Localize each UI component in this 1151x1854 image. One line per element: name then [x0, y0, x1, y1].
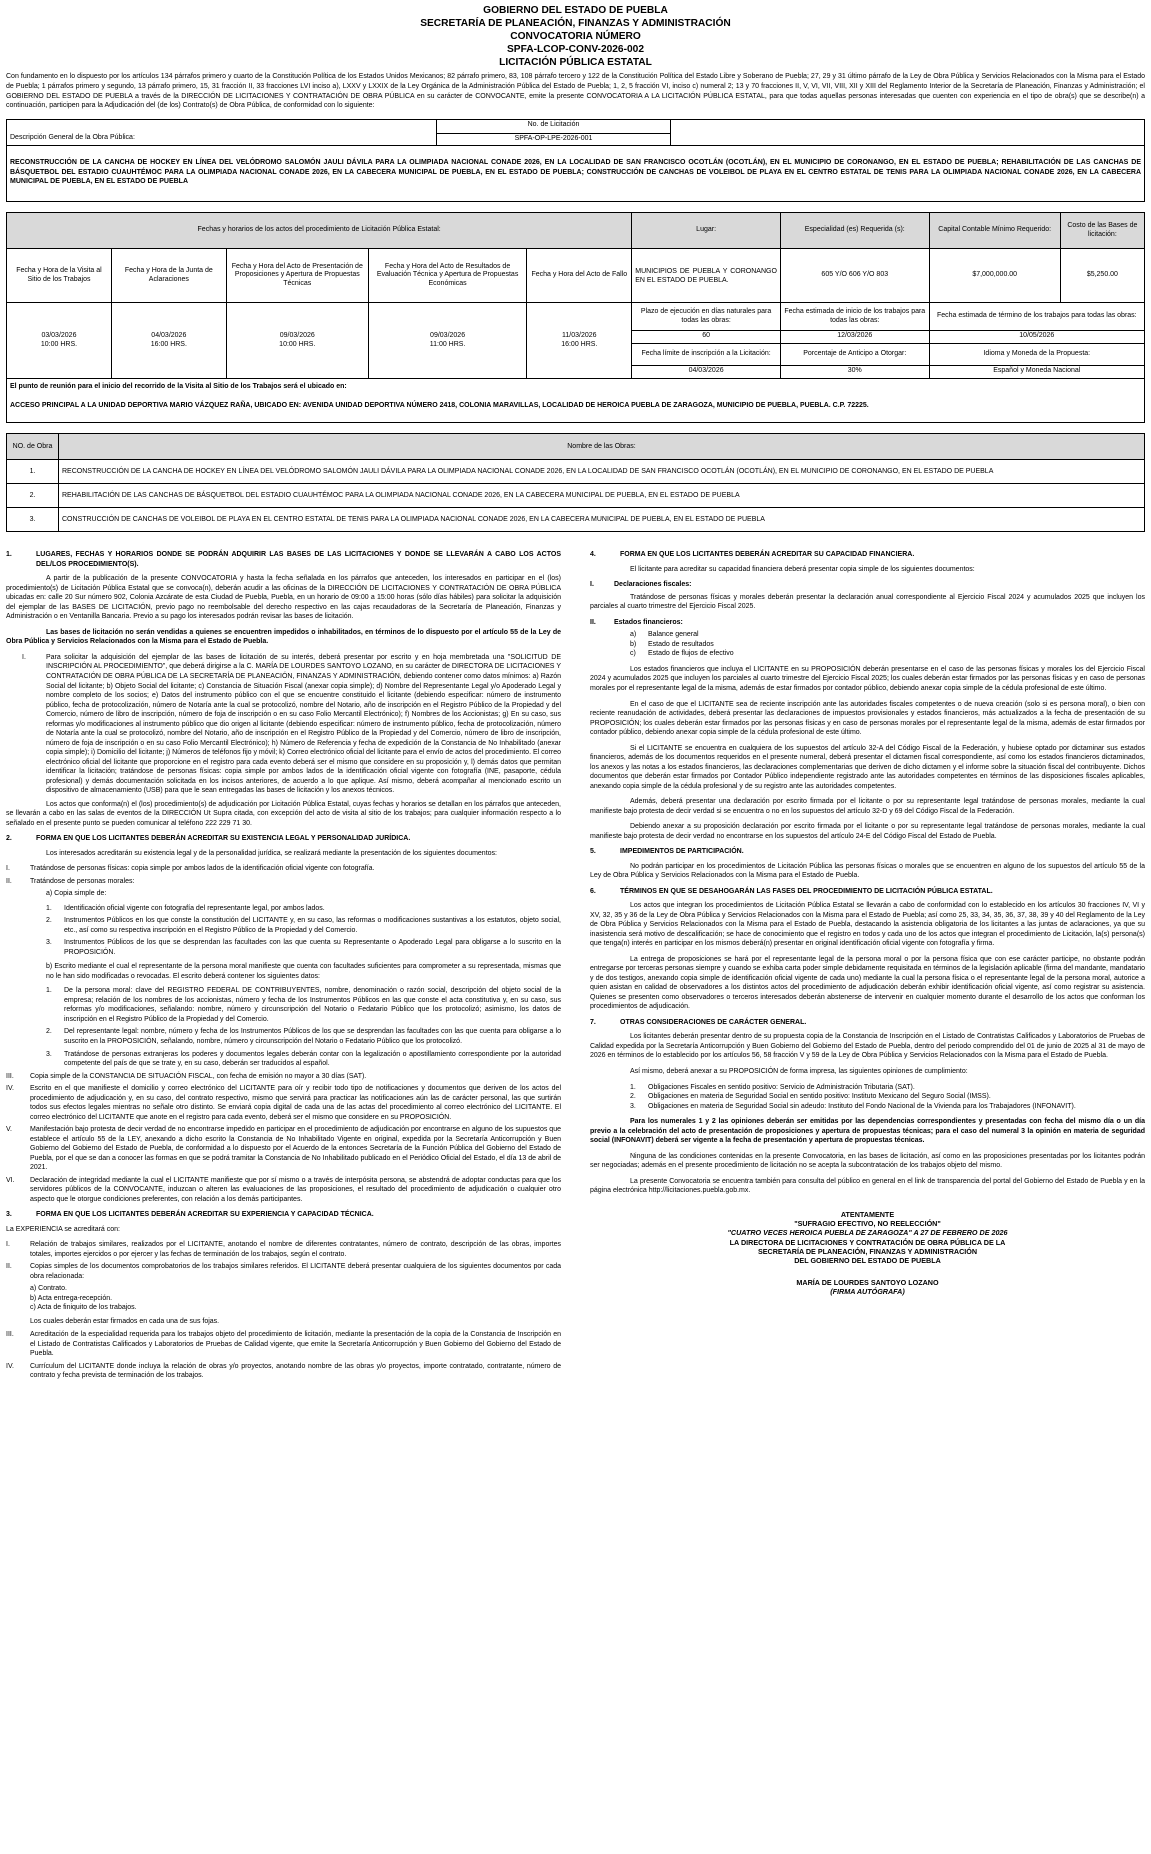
no-obra-header: NO. de Obra	[7, 434, 59, 460]
col-resultados-header: Fecha y Hora del Acto de Resultados de Evaluación Técnica y Apertura de Propuestas Económicas	[368, 249, 527, 303]
list-item: 3. Instrumentos Públicos de los que se desprendan las facultades con las que cuenta su Representante o Apoderado Legal para obligarse a lo suscrito en la PROPOSICIÓN.	[46, 939, 561, 956]
lugar-header: Lugar:	[632, 213, 781, 249]
resultados-fecha	[368, 303, 527, 379]
sub-item: a) Copia simple de:	[46, 890, 107, 898]
signature-line: "CUATRO VECES HEROICA PUEBLA DE ZARAGOZA" A 27 DE FEBRERO DE 2026	[727, 1228, 1008, 1238]
header-line-1: GOBIERNO DEL ESTADO DE PUEBLA	[483, 5, 668, 16]
section-1-title: 1. LUGARES, FECHAS Y HORARIOS DONDE SE PODRÁN ADQUIRIR LAS BASES DE LAS LICITACIONES Y DONDE SE LLEVARÁN A CABO LOS ACTOS DEL/LOS PROCEDIMIENTO(S).	[6, 551, 561, 568]
paragraph: La EXPERIENCIA se acreditará con:	[6, 1225, 120, 1233]
inicio-value: 12/03/2026	[780, 331, 929, 344]
inicio-header: Fecha estimada de inicio de los trabajos para todas las obras:	[780, 303, 929, 331]
section-5-title: 5. IMPEDIMENTOS DE PARTICIPACIÓN.	[590, 848, 744, 856]
limite-header: Fecha límite de inscripción a la Licitación:	[632, 344, 781, 366]
paragraph: Para los numerales 1 y 2 las opiniones deberán ser emitidas por las dependencias correspondientes y presentadas con fecha del mismo día o un día previo a la celebración del acto de presentación de proposiciones y apertura de propuestas técnicas; para el caso del numeral 3 la opinión en materia de seguridad social (INFONAVIT) deberá ser vigente a la fecha de presentación y apertura de propuestas técnicas.	[590, 1118, 1145, 1145]
list-item: 1. De la persona moral: clave del REGISTRO FEDERAL DE CONTRIBUYENTES, nombre, denominación o razón social, descripción del objeto social de la empresa; relación de los nombres de los accionistas, número y fecha de los Instrumentos Públicos en las que conste el acta constitutiva y, en su caso, sus reformas y/o modificaciones, señalando: nombre, número y circunscripción del Notario o Fedatario Público que los protocolizó; asimismo, los datos de inscripción en el Registro Público de la Propiedad y del Comercio.	[46, 987, 561, 1023]
visita-time: 10:00 HRS.	[40, 340, 78, 348]
reunion-cell	[7, 379, 1145, 423]
document-header	[6, 4, 1145, 69]
list-item: IV. Escrito en el que manifieste el domicilio y correo electrónico del LICITANTE para oír y recibir todo tipo de notificaciones y documentos que deriven de los actos del procedimiento de adjudicación y, en su caso, del contrato respectivo, mismo que servirá para practicar las notificaciones aún las de carácter personal, las que surtirán todos sus efectos legales mientras no señale otro distinto. Se enviará copia digital de cada una de las actas del procedimiento al correo electrónico del LICITANTE. El correo electrónico del LICITANTE que anote en el registro para cada evento, deberá ser el mismo que considere en su PROPOSICIÓN.	[6, 1085, 561, 1121]
list-item: I. Declaraciones fiscales:	[590, 581, 692, 589]
list-item: 3. Tratándose de personas extranjeras los poderes y documentos legales deberán contar con la legalización o apostillamiento correspondiente por la autoridad competente del país de que se trate y, en su caso, deberán ser traducidos al español.	[46, 1050, 561, 1068]
list-item: II. Tratándose de personas morales:	[6, 877, 135, 885]
section-3-title: 3. FORMA EN QUE LOS LICITANTES DEBERÁN ACREDITAR SU EXPERIENCIA Y CAPACIDAD TÉCNICA.	[6, 1211, 374, 1219]
signature-line: DEL GOBIERNO DEL ESTADO DE PUEBLA	[794, 1256, 941, 1266]
anticipo-header: Porcentaje de Anticipo a Otorgar:	[780, 344, 929, 366]
fechas-header: Fechas y horarios de los actos del procedimiento de Licitación Pública Estatal:	[7, 213, 632, 249]
termino-header: Fecha estimada de término de los trabajos para todas las obras:	[929, 303, 1144, 331]
no-licitacion-value: SPFA-OP-LPE-2026-001	[437, 133, 671, 145]
fallo-date: 11/03/2026	[562, 332, 597, 340]
list-item: 1. Obligaciones Fiscales en sentido positivo: Servicio de Administración Tributaria (SAT).	[630, 1083, 915, 1091]
reunion-label: El punto de reunión para el inicio del recorrido de la Visita al Sitio de los Trabajos será el ubicado en:	[10, 383, 347, 391]
list-item: VI. Declaración de integridad mediante la cual el LICITANTE manifieste que por sí mismo o a través de interpósita persona, se abstendrá de adoptar conductas para que los servidores públicos de la CONVOCANTE, induzcan o alteren las evaluaciones de las proposiciones, el resultado del procedimiento de adjudicación o cualquier otro aspecto que le otorgue condiciones preferentes, con relación a los demás participantes.	[6, 1176, 561, 1203]
section-2-title: 2. FORMA EN QUE LOS LICITANTES DEBERÁN ACREDITAR SU EXISTENCIA LEGAL Y PERSONALIDAD JURÍDICA.	[6, 835, 411, 843]
obra-number: 2.	[7, 484, 59, 508]
resultados-time: 11:00 HRS.	[429, 340, 466, 348]
especialidad-value: 605 Y/O 606 Y/O 803	[780, 249, 929, 303]
section-7-title: 7. OTRAS CONSIDERACIONES DE CARÁCTER GENERAL.	[590, 1018, 807, 1026]
obras-table	[6, 433, 1145, 532]
paragraph: A partir de la publicación de la presente CONVOCATORIA y hasta la fecha señalada en los párrafos que anteceden, los interesados en participar en el (los) procedimiento(s) de Licitación Pública Estatal que se convoca(n), deberán acudir a las oficinas de la DIRECCIÓN DE LICITACIONES Y CONTRATACIÓN DE OBRA PÚBLICA ubicadas en: calle 20 Sur número 902, Colonia Azcárate de esta Ciudad de Puebla, Puebla, en un horario de 09:00 a 15:00 horas (sólo días hábiles) para solicitar la adquisición del ejemplar de las BASES DE LICITACIÓN, previo pago no reembolsable del derecho respectivo en las cajas recaudadoras de la Secretaría de Planeación, Finanzas y Administración o en Ventanilla Bancaria. Previo a su pago los interesados podrán revisar las bases de licitación.	[6, 575, 561, 621]
opinions-list	[590, 1083, 1145, 1112]
list-item: V. Manifestación bajo protesta de decir verdad de no encontrarse impedido en participar en el procedimiento de adjudicación por encontrarse en alguno de los supuestos que establece el artículo 55 de la LEY, anexando a dicho escrito la Constancia de No Inhabilitado Vigente en original, expedida por la Secretaría Anticorrupción y Buen Gobierno del Gobierno del Estado de Puebla, de conformidad a lo dispuesto por el Acuerdo de la entonces Secretaría de la Función Pública del Gobierno del Estado de Puebla, por el que se dan a conocer las formas en que se podrá tramitar la Constancia de No Inhabilitado publicado en el Periódico Oficial del Estado, el día 13 de abril de 2021.	[6, 1126, 561, 1172]
paragraph: Los licitantes deberán presentar dentro de su propuesta copia de la Constancia de Inscripción en el Listado de Contratistas Calificados y Laboratorios de Pruebas de Calidad expedida por la Secretaría Anticorrupción y Buen Gobierno del Gobierno del Estado de Puebla, dentro del periodo comprendido del 01 de junio de 2025 al 31 de mayo de 2026 en términos de lo establecido por los artículos 56, 58 fracción V y 59 de la Ley de Obra Pública y Servicios Relacionados con la Misma para el Estado de Puebla.	[590, 1033, 1145, 1060]
sub-item: a) Contrato.	[30, 1285, 67, 1293]
fechas-table	[6, 212, 1145, 423]
paragraph: Si el LICITANTE se encuentra en cualquiera de los supuestos del artículo 32-A del Código Fiscal de la Federación, y hubiese optado por dictaminar sus estados financieros, además de los documentos requeridos en el presente numeral, deberá presentar el dictamen fiscal correspondiente, así como los estados financieros dictaminados, los anexos y las notas a los estados financieros, las declaraciones complementarias que deriven de dicho dictamen y el informe sobre la situación fiscal del contribuyente. Dichos documentos que deberán estar firmados por Contador Público independiente registrado ante las autoridades competentes en términos de las disposiciones fiscales aplicables, anexando copia simple de la cédula profesional y de su registro ante las autoridades competentes.	[590, 744, 1145, 790]
list-item: 1. Identificación oficial vigente con fotografía del representante legal, por ambos lados.	[46, 904, 325, 912]
junta-date: 04/03/2026	[151, 332, 187, 340]
licitacion-table	[6, 119, 1145, 202]
junta-fecha	[111, 303, 226, 379]
header-line-5: LICITACIÓN PÚBLICA ESTATAL	[499, 57, 652, 69]
list-item: II. Estados financieros:	[590, 618, 683, 626]
sub-list	[30, 1284, 561, 1326]
signature-line: SECRETARÍA DE PLANEACIÓN, FINANZAS Y ADMINISTRACIÓN	[757, 1247, 978, 1257]
obra-number: 1.	[7, 460, 59, 484]
paragraph: Debiendo anexar a su proposición declaración por escrito firmada por el licitante o por su representante legal tratándose de personas morales, mediante la cual manifieste bajo protesta de decir verdad no encontrarse en los supuestos del artículo 24-E del Código Fiscal del Estado de Puebla.	[590, 823, 1145, 840]
obra-name: REHABILITACIÓN DE LAS CANCHAS DE BÁSQUETBOL DEL ESTADIO CUAUHTÉMOC PARA LA OLIMPIADA NACIONAL CONADE 2026, EN LA CABECERA MUNICIPAL DE PUEBLA, EN EL ESTADO DE PUEBLA	[59, 484, 1145, 508]
visita-date: 03/03/2026	[41, 332, 77, 340]
limite-value: 04/03/2026	[632, 366, 781, 379]
list-item: c) Estado de flujos de efectivo	[630, 650, 734, 658]
list-item: IV. Currículum del LICITANTE donde incluya la relación de obras y/o proyectos, anotando nombre de las obras y/o proyectos, importe contratado, contratante, número de contrato y fecha prevista de terminación de los trabajos.	[6, 1362, 561, 1380]
section-6-title: 6. TÉRMINOS EN QUE SE DESAHOGARÁN LAS FASES DEL PROCEDIMIENTO DE LICITACIÓN PÚBLICA ESTATAL.	[590, 887, 993, 895]
list-item: 2. Obligaciones en materia de Seguridad Social en sentido positivo: Instituto Mexicano del Seguro Social (IMSS).	[630, 1093, 991, 1101]
presentacion-date: 09/03/2026	[279, 332, 315, 340]
reunion-value: ACCESO PRINCIPAL A LA UNIDAD DEPORTIVA MARIO VÁZQUEZ RAÑA, UBICADO EN: AVENIDA UNIDAD DEPORTIVA NÚMERO 2418, COLONIA MARAVILLAS, LOCALIDAD DE HEROICA PUEBLA DE ZARAGOZA, MUNICIPIO DE PUEBLA, PUEBLA. C.P. 72225.	[10, 401, 869, 409]
signature-name: MARÍA DE LOURDES SANTOYO LOZANO	[796, 1277, 939, 1287]
visita-fecha	[7, 303, 112, 379]
sub-item: c) Acta de finiquito de los trabajos.	[30, 1304, 137, 1312]
obra-name: CONSTRUCCIÓN DE CANCHAS DE VOLEIBOL DE PLAYA EN EL CENTRO ESTATAL DE TENIS PARA LA OLIMPIADA NACIONAL CONADE 2026, EN LA CABECERA MUNICIPAL DE PUEBLA, EN EL ESTADO DE PUEBLA	[59, 508, 1145, 532]
paragraph: Los actos que conforma(n) el (los) procedimiento(s) de adjudicación por Licitación Pública Estatal, cuyas fechas y horarios se detallan en los párrafos que anteceden, se llevarán a cabo en las salas de eventos de la DIRECCIÓN Ut Supra citada, con excepción del acto de visita al sitio de los trabajos; para cualquier información respecto a lo señalado en el presente punto se pueden comunicar al teléfono 222 229 71 30.	[6, 800, 561, 827]
right-column	[590, 544, 1145, 1384]
termino-value: 10/05/2026	[929, 331, 1144, 344]
sub-item: b) Escrito mediante el cual el representante de la persona moral manifieste que cuenta con facultades suficientes para comprometer a su representada, mismas que no le han sido modificadas o revocadas. El escrito deberá contener los siguientes datos:	[46, 963, 561, 980]
paragraph: La presente Convocatoria se encuentra también para consulta del público en general en el link de transparencia del portal del Gobierno del Estado de Puebla y en la página electrónica http://licitaciones.puebla.gob.mx.	[590, 1177, 1145, 1195]
header-line-3: CONVOCATORIA NÚMERO	[510, 31, 641, 43]
presentacion-fecha	[226, 303, 368, 379]
left-column	[6, 544, 561, 1384]
sub-item: Los cuales deberán estar firmados en cada una de sus fojas.	[30, 1317, 220, 1325]
capital-value: $7,000,000.00	[929, 249, 1060, 303]
paragraph: La entrega de proposiciones se hará por el representante legal de la persona moral o por la persona física que con ese carácter participe, no obstante podrán entregarse por terceras personas siempre y cuando se exhiba carta poder simple debidamente requisitada en términos de la legislación aplicable (firma del mandante, mandatario y de dos testigos, anexando copia simple de identificación oficial vigente de cada uno) mediante la cual la persona física o el representante legal de la persona moral, autorice a quien asistan en calidad de observadores a los distintos actos del procedimiento de adjudicación deberán exhibir identificación oficial vigente, así como registrar su asistencia. Quienes se presenten como observadores o terceros interesados deberán abstenerse de intervenir en cualquier momento durante el desarrollo de los actos que conforman los procedimientos de adjudicación.	[590, 955, 1145, 1011]
paragraph: Ninguna de las condiciones contenidas en la presente Convocatoria, en las bases de licitación, así como en las proposiciones presentadas por los licitantes podrán ser negociadas; además en el presente procedimiento de licitación no se acepta la subcontratación de los trabajos objeto del mismo.	[590, 1152, 1145, 1170]
paragraph: El licitante para acreditar su capacidad financiera deberá presentar copia simple de los siguientes documentos:	[630, 565, 975, 573]
capital-header: Capital Contable Mínimo Requerido:	[929, 213, 1060, 249]
list-item: 2. Del representante legal: nombre, número y fecha de los Instrumentos Públicos de los que se desprendan las facultades con las que cuenta para obligarse a lo suscrito en la PROPOSICIÓN, señalando, nombre, número y circunscripción del Notario o Fedatario Público que los protocolizó.	[46, 1028, 561, 1045]
costo-value: $5,250.00	[1060, 249, 1144, 303]
signature-note: (FIRMA AUTÓGRAFA)	[830, 1287, 905, 1297]
sub-item: b) Acta entrega-recepción.	[30, 1294, 113, 1302]
obra-number: 3.	[7, 508, 59, 532]
junta-time: 16:00 HRS.	[150, 340, 187, 348]
col-junta-header: Fecha y Hora de la Junta de Aclaraciones	[111, 249, 226, 303]
list-item: III. Acreditación de la especialidad requerida para los trabajos objeto del procedimiento de licitación, mediante la presentación de la copia de la Constancia de Inscripción en el Listado de Contratistas Calificados y Laboratorios de Pruebas de Calidad vigente, que emite la Secretaría Anticorrupción y Buen Gobierno del Gobierno del Estado de Puebla.	[6, 1331, 561, 1358]
no-licitacion-label: No. de Licitación	[437, 119, 671, 133]
intro-paragraph: Con fundamento en lo dispuesto por los artículos 134 párrafos primero y cuarto de la Constitución Política de los Estados Unidos Mexicanos; 82 párrafo primero, 83, 108 párrafo tercero y 122 de la Constitución Política del Estado Libre y Soberano de Puebla; 27, 29 y 31 último párrafo de la Ley de Obra Pública y Servicios Relacionados con la Misma para el Estado de Puebla; 1 párrafos primero y segundo, 13 párrafo primero, 15, 31 fracción II, 33 fracciones LVI inciso a), LXXV y LXXIX de la Ley Orgánica de la Administración Pública del Estado de Puebla; 1, 2, 5 fracción VI, inciso c) numeral 2; 13 y 70 fracciones II, V, VI, VII, VIII, XII y XIII del Reglamento Interior de la Secretaría de Planeación, Finanzas y Administración; el GOBIERNO DEL ESTADO DE PUEBLA a través de la DIRECCIÓN DE LICITACIONES Y CONTRATACIÓN DE OBRA PÚBLICA en su carácter de CONVOCANTE, emite la presente CONVOCATORIA A LA LICITACIÓN PÚBLICA ESTATAL, para que todas aquellas personas interesadas que cuenten con experiencia en el tipo de obra(s) que se describe(n) a continuación, participen para la Adjudicación del (de los) Contrato(s) de Obra Pública, de conformidad con lo siguiente:	[6, 73, 1145, 110]
paragraph: Los actos que integran los procedimientos de Licitación Pública Estatal se llevarán a cabo de conformidad con lo establecido en los artículos 30 fracciones IV, VI y XV, 32, 35 y 36 de la Ley de Obra Pública y Servicios Relacionados con la Misma para el Estado de Puebla; así como 25, 33, 34, 35, 36, 37, 38, 39 y 40 del Reglamento de la Ley de Obra Pública y Servicios Relacionados con la Misma para el Estado de Puebla, destacando la asistencia obligatoria de los licitantes a las juntas de aclaraciones, ya que su inasistencia será motivo de descalificación; se hace de conocimiento que el registro en todos y cada uno de los actos que integran el procedimiento de Licitación, la(s) persona(s) que tenga(n) interés en participar en los mismos deberá(n) presentar en original identificación oficial vigente con fotografía y firma.	[590, 902, 1145, 948]
body-columns	[6, 544, 1145, 1384]
col-presentacion-header: Fecha y Hora del Acto de Presentación de Proposiciones y Apertura de Propuestas Técnicas	[226, 249, 368, 303]
especialidad-header: Especialidad (es) Requerida (s):	[780, 213, 929, 249]
presentacion-time: 10:00 HRS.	[279, 340, 316, 348]
resultados-date: 09/03/2026	[430, 332, 466, 340]
list-item: 2. Instrumentos Públicos en los que conste la constitución del LICITANTE y, en su caso, las reformas o modificaciones sustantivas a los estatutos, objeto social, etc., así como su respectiva inscripción en el Registro Público de la Propiedad y del Comercio.	[46, 917, 561, 934]
anticipo-value: 30%	[780, 366, 929, 379]
paragraph: Tratándose de personas físicas y morales deberán presentar la declaración anual correspondiente al Ejercicio Fiscal 2024 y acumulados 2025 que incluyen los parciales al cuarto trimestre del Ejercicio Fiscal 2025.	[590, 593, 1145, 611]
plazo-header: Plazo de ejecución en días naturales para todas las obras:	[632, 303, 781, 331]
plazo-value: 60	[632, 331, 781, 344]
list-item: III. Copia simple de la CONSTANCIA DE SITUACIÓN FISCAL, con fecha de emisión no mayor a 30 días (SAT).	[6, 1072, 367, 1080]
signature-block	[590, 1210, 1145, 1297]
list-item: a) Balance general	[630, 631, 699, 639]
list-item: II. Copias simples de los documentos comprobatorios de los trabajos similares referidos. El LICITANTE deberá presentar cualquiera de los siguientes documentos por cada obra relacionada:	[6, 1263, 561, 1280]
header-line-4: SPFA-LCOP-CONV-2026-002	[506, 44, 644, 56]
paragraph: Los estados financieros que incluya el LICITANTE en su PROPOSICIÓN deberán presentarse en el caso de las personas físicas y morales los del Ejercicio Fiscal 2024 y acumulados 2025 que incluyen los parciales al cuarto trimestre del Ejercicio Fiscal 2025; los cuales deberán estar firmados por las personas físicas y en caso de personas morales por el representante legal de la misma, además de estar firmados por contador público, debiendo anexar copia simple de la cédula profesional de este último.	[590, 665, 1145, 692]
idioma-value: Español y Moneda Nacional	[929, 366, 1144, 379]
header-line-2: SECRETARÍA DE PLANEACIÓN, FINANZAS Y ADMINISTRACIÓN	[420, 18, 731, 30]
fallo-fecha	[527, 303, 632, 379]
financial-list	[590, 630, 1145, 659]
descripcion-value: RECONSTRUCCIÓN DE LA CANCHA DE HOCKEY EN LÍNEA DEL VELÓDROMO SALOMÓN JAULI DÁVILA PARA LA OLIMPIADA NACIONAL CONADE 2026, EN LA LOCALIDAD DE SAN FRANCISCO OCOTLÁN (OCOTLÁN), EN EL MUNICIPIO DE CORONANGO, EN EL ESTADO DE PUEBLA; REHABILITACIÓN DE LAS CANCHAS DE BÁSQUETBOL DEL ESTADIO CUAUHTÉMOC PARA LA OLIMPIADA NACIONAL CONADE 2026, EN LA CABECERA MUNICIPAL DE PUEBLA, EN EL ESTADO DE PUEBLA; CONSTRUCCIÓN DE CANCHAS DE VOLEIBOL DE PLAYA EN EL CENTRO ESTATAL DE TENIS PARA LA OLIMPIADA NACIONAL CONADE 2026, EN LA CABECERA MUNICIPAL DE PUEBLA, EN EL ESTADO DE PUEBLA	[7, 145, 1145, 201]
col-fallo-header: Fecha y Hora del Acto de Fallo	[527, 249, 632, 303]
list-item: 3. Obligaciones en materia de Seguridad Social sin adeudo: Instituto del Fondo Nacional de la Vivienda para los Trabajadores (INFONAVIT).	[630, 1102, 1076, 1110]
list-item: b) Estado de resultados	[630, 640, 714, 648]
paragraph: Además, deberá presentar una declaración por escrito firmada por el licitante o por su representante legal tratándose de personas morales, mediante la cual manifieste bajo protesta de decir verdad si se encuentra o no en los supuestos del artículo 32-D y 69 del Código Fiscal de la Federación.	[590, 798, 1145, 815]
lugar-value: MUNICIPIOS DE PUEBLA Y CORONANGO EN EL ESTADO DE PUEBLA.	[632, 249, 781, 303]
paragraph: Así mismo, deberá anexar a su PROPOSICIÓN de forma impresa, las siguientes opiniones de cumplimiento:	[630, 1068, 968, 1075]
descripcion-label: Descripción General de la Obra Pública:	[7, 133, 437, 145]
section-4-title: 4. FORMA EN QUE LOS LICITANTES DEBERÁN ACREDITAR SU CAPACIDAD FINANCIERA.	[590, 551, 915, 559]
costo-header: Costo de las Bases de licitación:	[1060, 213, 1144, 249]
paragraph: Las bases de licitación no serán vendidas a quienes se encuentren impedidos o inhabilitados, en términos de lo dispuesto por el artículo 55 de la Ley de Obra Pública y Servicios Relacionados con la Misma para el Estado de Puebla.	[6, 628, 561, 646]
signature-line: LA DIRECTORA DE LICITACIONES Y CONTRATACIÓN DE OBRA PÚBLICA DE LA	[729, 1237, 1006, 1247]
paragraph: En el caso de que el LICITANTE sea de reciente inscripción ante las autoridades fiscales competentes o de nueva creación (solo si es persona moral), o bien con reciente reanudación de actividades, deberá presentar las declaraciones de impuestos provisionales y estados financieros, más actualizados a la fecha de presentación de su PROPOSICIÓN; los cuales deberán estar firmados por las personas físicas y en caso de personas morales por el representante legal de la misma, además de estar firmados por contador público, debiendo anexar copia simple de la cédula profesional de este último.	[590, 700, 1145, 737]
obra-name: RECONSTRUCCIÓN DE LA CANCHA DE HOCKEY EN LÍNEA DEL VELÓDROMO SALOMÓN JAULI DÁVILA PARA LA OLIMPIADA NACIONAL CONADE 2026, EN LA LOCALIDAD DE SAN FRANCISCO OCOTLÁN (OCOTLÁN), EN EL MUNICIPIO DE CORONANGO, EN EL ESTADO DE PUEBLA	[59, 460, 1145, 484]
list-item: I. Relación de trabajos similares, realizados por el LICITANTE, anotando el nombre de diferentes contratantes, número de contrato, descripción de las obras, importes totales, importes ejercidos o por ejercer y las fechas de terminación de los trabajos, según el contrato.	[6, 1241, 561, 1258]
list-item: I. Tratándose de personas físicas: copia simple por ambos lados de la identificación oficial vigente con fotografía.	[6, 865, 375, 873]
paragraph: Los interesados acreditarán su existencia legal y de la personalidad jurídica, se realizará mediante la presentación de los siguientes documentos:	[46, 849, 497, 857]
fallo-time: 16:00 HRS.	[561, 340, 598, 348]
idioma-header: Idioma y Moneda de la Propuesta:	[929, 344, 1144, 366]
signature-line: ATENTAMENTE	[840, 1209, 895, 1219]
col-visita-header: Fecha y Hora de la Visita al Sitio de los Trabajos	[7, 249, 112, 303]
list-item: I. Para solicitar la adquisición del ejemplar de las bases de licitación de su interés, deberá presentar por escrito y en hoja membretada una "SOLICITUD DE INSCRIPCIÓN AL PROCEDIMIENTO", que deberá dirigirse a la C. MARÍA DE LOURDES SANTOYO LOZANO, en su carácter de DIRECTORA DE LICITACIONES Y CONTRATACIÓN DE OBRA PÚBLICA DE LA SECRETARÍA DE PLANEACIÓN, FINANZAS Y ADMINISTRACIÓN, debiendo contener como datos mínimos: a) Razón Social del licitante; b) Objeto Social del licitante; c) Constancia de Situación Fiscal (anexar copia simple); d) Nombre del Representante Legal y/o Apoderado Legal y nombre completo de los socios; e) Datos del instrumento público con el que se encuentre constituido el licitante (debiendo especificar: número de instrumento público, fecha de protocolización, número de Notaría ante la cual se protocolizó, nombre del Notario, año de inscripción en el Registro Público de la Propiedad y del Comercio, número de libro de inscripción, número de foja de inscripción o en su caso Folio Mercantil Electrónico); f) Nombres de los Accionistas; g) En su caso, sus reformas y/o modificaciones al instrumento público que dio origen al licitante (debiendo especificar: número de instrumento público, fecha de protocolización, número de Notaría ante la cual se protocolizó, nombre del Notario, año de inscripción en el Registro Público de la Propiedad y del Comercio, número de libro de inscripción, número de foja de inscripción o en su caso Folio Mercantil Electrónico); h) Número de Referencia y fecha de expedición de la Constancia de No Inhabilitado (anexar copia simple); i) Domicilio del licitante; j) Números de teléfonos fijo y móvil; k) Correo electrónico oficial del licitante para el envío de actos del procedimiento. El correo electrónico oficial del licitante que proporcione en el registro para cada evento deberá ser el mismo que considere en su proposición y, l) demás datos que permitan identificar la licitación; tratándose de personas físicas: copia simple por ambos lados de la identificación oficial vigente con fotografía (INE, pasaporte, cédula profesional) y demás documentación solicitada en los incisos anteriores, de acuerdo a lo que aplique. Así mismo, deberá acompañar al mencionado escrito un dispositivo de almacenamiento (USB) para que le sean entregadas las bases de licitación y los anexos técnicos.	[22, 653, 561, 795]
signature-line: "SUFRAGIO EFECTIVO, NO REELECCIÓN"	[794, 1219, 941, 1229]
nombre-obras-header: Nombre de las Obras:	[59, 434, 1145, 460]
paragraph: No podrán participar en los procedimientos de Licitación Pública las personas físicas o morales que se encuentren en alguno de los supuestos del artículo 55 de la Ley de Obra Pública y Servicios Relacionados con la Misma para el Estado de Puebla.	[590, 862, 1145, 880]
